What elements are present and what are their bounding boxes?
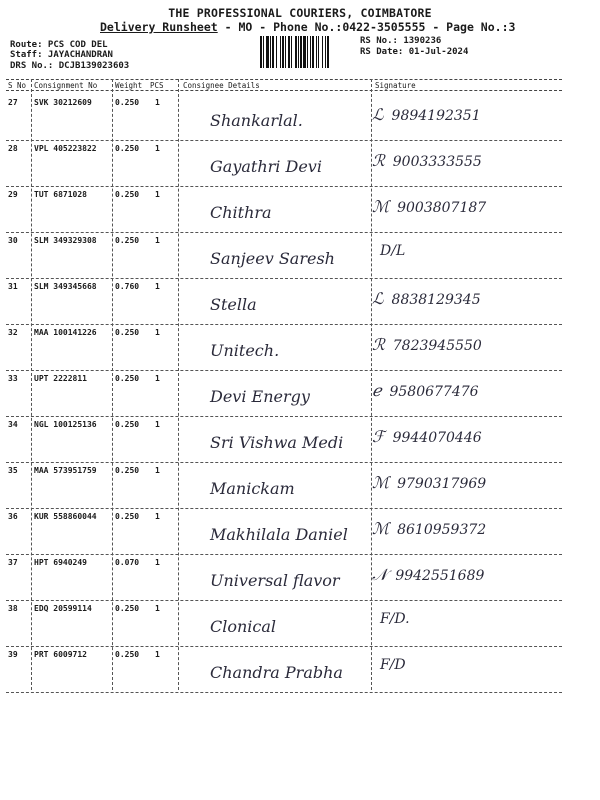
barcode-bar [263,36,264,68]
barcode-bar [288,36,290,68]
route-label: Route: PCS COD DEL [10,40,108,50]
table-row [0,279,600,325]
signature-mark: ℛ [372,151,385,170]
barcode-bar [285,36,286,68]
row-signature [372,427,482,446]
row-signature [372,335,482,354]
row-signature [372,243,405,259]
row-pcs: 1 [155,236,160,245]
row-consignment-no: TUT 6871028 [34,190,87,199]
row-consignment-no: NGL 100125136 [34,420,97,429]
barcode-bar [322,36,323,68]
row-sno: 30 [8,236,18,245]
row-consignee: Chandra Prabha [210,663,343,682]
signature-phone: D/L [380,243,406,259]
table-row [0,463,600,509]
row-weight: 0.250 [115,420,140,429]
row-weight: 0.250 [115,374,140,383]
col-header-sno: S No [8,81,27,90]
signature-mark: ℒ [372,105,384,124]
signature-phone: 9790317969 [397,476,487,492]
row-pcs: 1 [155,98,160,107]
barcode-bar [276,36,277,68]
barcode-bar [282,36,284,68]
signature-mark: ℱ [372,427,385,446]
signature-phone: 9003807187 [397,200,487,216]
signature-phone: 8838129345 [391,292,481,308]
row-consignee: Chithra [210,203,272,222]
drs-number: DRS No.: DCJB139023603 [10,61,130,71]
table-row [0,141,600,187]
barcode-bar [303,36,306,68]
signature-phone: 9003333555 [392,154,482,170]
signature-phone: 8610959372 [397,522,487,538]
barcode-bar [298,36,299,68]
row-consignment-no: HPT 6940249 [34,558,87,567]
signature-mark: ℳ [372,197,390,216]
row-sno: 33 [8,374,18,383]
row-pcs: 1 [155,512,160,521]
barcode-bar [291,36,292,68]
row-weight: 0.250 [115,98,140,107]
row-signature [372,105,481,124]
signature-mark: ℯ [372,381,382,400]
table-row [0,187,600,233]
row-consignment-no: SVK 30212609 [34,98,92,107]
row-consignee: Makhilala Daniel [210,525,348,544]
row-sno: 34 [8,420,18,429]
row-signature [372,657,406,673]
signature-phone: F/D. [380,611,410,627]
table-row [0,509,600,555]
row-signature [372,611,410,627]
staff-label: Staff: JAYACHANDRAN [10,50,113,60]
signature-mark: ℛ [372,335,385,354]
row-weight: 0.250 [115,190,140,199]
runsheet-heading: Delivery Runsheet [100,20,218,34]
row-consignee: Sanjeev Saresh [210,249,335,268]
barcode-bar [312,36,314,68]
row-consignee: Unitech. [210,341,280,360]
row-consignee: Universal flavor [210,571,340,590]
row-weight: 0.250 [115,328,140,337]
company-title: THE PROFESSIONAL COURIERS, COIMBATORE [168,6,432,20]
row-consignment-no: KUR 558860044 [34,512,97,521]
header-top-divider [6,79,562,80]
row-sno: 31 [8,282,18,291]
table-row [0,417,600,463]
col-header-signature: Signature [375,81,416,90]
row-consignment-no: MAA 100141226 [34,328,97,337]
row-weight: 0.250 [115,512,140,521]
signature-phone: 9894192351 [391,108,481,124]
barcode-image [260,36,352,68]
barcode-bar [280,36,281,68]
row-weight: 0.760 [115,282,140,291]
signature-phone: 9944070446 [392,430,482,446]
row-consignment-no: MAA 573951759 [34,466,97,475]
signature-phone: F/D [380,657,406,673]
barcode-bar [260,36,262,68]
row-pcs: 1 [155,282,160,291]
barcode-bar [327,36,329,68]
signature-mark: ℒ [372,289,384,308]
row-consignee: Sri Vishwa Medi [210,433,344,452]
row-signature [372,565,484,585]
table-row [0,647,600,693]
signature-mark: ℳ [372,519,390,538]
table-row [0,371,600,417]
row-signature [372,289,481,308]
row-consignment-no: SLM 349329308 [34,236,97,245]
rs-number: RS No.: 1390236 [360,36,442,46]
signature-phone: 9580677476 [389,384,479,400]
row-pcs: 1 [155,190,160,199]
row-consignment-no: EDQ 20599114 [34,604,92,613]
row-consignment-no: VPL 405223822 [34,144,97,153]
barcode-bar [325,36,326,68]
barcode-bar [318,36,319,68]
row-sno: 29 [8,190,18,199]
row-signature [372,381,479,400]
barcode-bar [316,36,317,68]
barcode-bar [307,36,308,68]
col-header-weight: Weight [115,81,143,90]
row-weight: 0.250 [115,604,140,613]
barcode-bar [266,36,269,68]
col-header-pcs: PCS [150,81,164,90]
row-sno: 35 [8,466,18,475]
row-sno: 27 [8,98,18,107]
row-pcs: 1 [155,374,160,383]
row-consignment-no: SLM 349345668 [34,282,97,291]
row-consignment-no: UPT 2222811 [34,374,87,383]
barcode-bar [295,36,297,68]
row-sno: 37 [8,558,18,567]
row-weight: 0.250 [115,466,140,475]
runsheet-phone-page: - MO - Phone No.:0422-3505555 - Page No.:3 [217,20,516,34]
row-weight: 0.250 [115,236,140,245]
row-sno: 36 [8,512,18,521]
row-signature [372,197,486,216]
row-consignee: Devi Energy [210,387,310,406]
table-row [0,601,600,647]
col-header-consignee: Consignee Details [183,81,260,90]
row-sno: 32 [8,328,18,337]
row-pcs: 1 [155,558,160,567]
row-pcs: 1 [155,328,160,337]
signature-mark: ℳ [372,473,390,492]
col-header-consignment: Consignment No [34,81,98,90]
rs-date: RS Date: 01-Jul-2024 [360,47,469,57]
table-row [0,555,600,601]
runsheet-subtitle [100,20,515,34]
row-sno: 28 [8,144,18,153]
row-signature [372,473,486,492]
row-pcs: 1 [155,466,160,475]
table-row [0,95,600,141]
row-weight: 0.070 [115,558,140,567]
header-bottom-divider [6,90,562,91]
row-signature [372,519,486,538]
signature-phone: 9942551689 [395,568,485,584]
barcode-bar [272,36,274,68]
row-consignment-no: PRT 6009712 [34,650,87,659]
row-pcs: 1 [155,650,160,659]
signature-mark: 𝒩 [372,565,388,584]
row-consignee: Clonical [210,617,277,636]
barcode-bar [300,36,302,68]
row-divider [6,692,562,693]
table-row [0,325,600,371]
row-weight: 0.250 [115,650,140,659]
table-row [0,233,600,279]
barcode-bar [310,36,311,68]
barcode-bar [270,36,271,68]
row-consignee: Stella [210,295,257,314]
row-weight: 0.250 [115,144,140,153]
row-consignee: Gayathri Devi [210,157,322,176]
row-sno: 39 [8,650,18,659]
row-signature [372,151,482,170]
row-consignee: Shankarlal. [210,111,303,130]
row-pcs: 1 [155,420,160,429]
row-sno: 38 [8,604,18,613]
row-consignee: Manickam [210,479,295,498]
row-pcs: 1 [155,604,160,613]
row-pcs: 1 [155,144,160,153]
signature-phone: 7823945550 [392,338,482,354]
